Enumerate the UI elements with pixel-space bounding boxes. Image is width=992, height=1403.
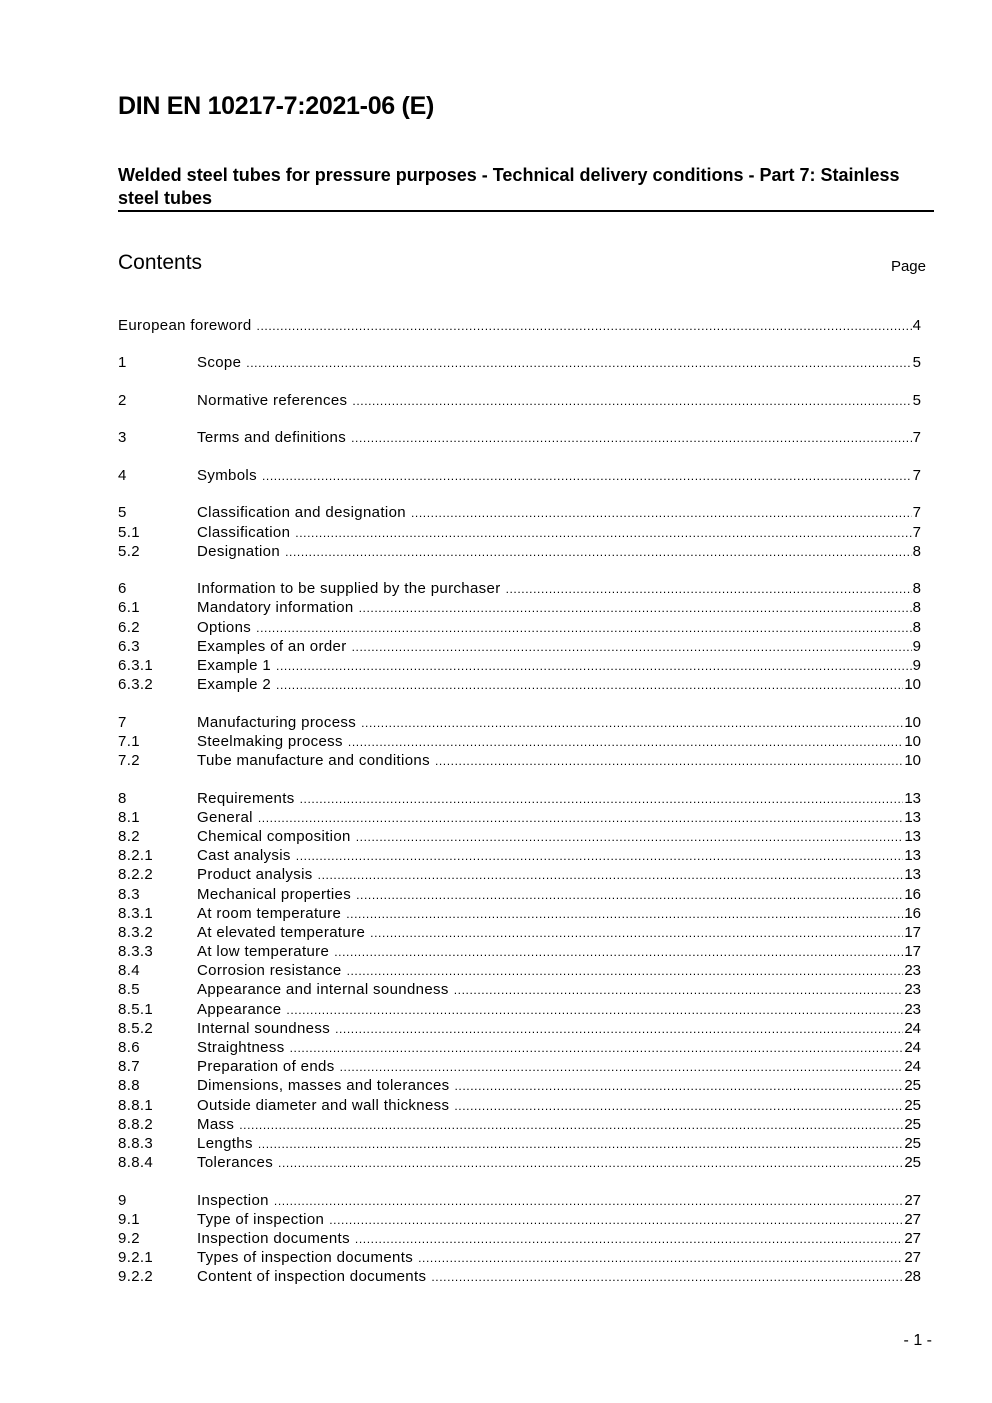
toc-dot-leader [334, 943, 903, 962]
toc-entry[interactable] [118, 732, 921, 751]
toc-entry-label: Mechanical properties [197, 885, 352, 903]
toc-entry[interactable] [118, 1019, 921, 1038]
toc-entry-number: 8.2.1 [118, 847, 154, 865]
toc-entry-label: Straightness [197, 1039, 285, 1056]
toc-entry-label: Tolerances [197, 1154, 274, 1172]
toc-entry[interactable] [118, 846, 921, 865]
toc-entry-number: 4 [118, 466, 127, 484]
toc-entry[interactable] [118, 904, 921, 923]
toc-entry[interactable] [118, 1229, 921, 1248]
page-number: - 1 - [903, 1332, 932, 1349]
toc-entry-page: 24 [904, 1019, 921, 1037]
toc-dot-leader [239, 1116, 903, 1135]
toc-entry[interactable] [118, 827, 921, 846]
toc-entry[interactable] [118, 751, 921, 770]
toc-entry-label: Example 2 [197, 676, 272, 694]
toc-entry-label: Types of inspection documents [197, 1249, 414, 1267]
toc-group [118, 713, 921, 771]
toc-group [118, 428, 921, 447]
toc-entry[interactable] [118, 923, 921, 942]
toc-group [118, 391, 921, 410]
toc-entry[interactable] [118, 523, 921, 542]
toc-entry-number: 6.3 [118, 637, 140, 655]
toc-dot-leader [359, 599, 912, 618]
toc-entry-number: 8.5 [118, 981, 140, 999]
toc-dot-leader [347, 962, 904, 981]
toc-dot-leader [257, 317, 912, 336]
toc-entry-page: 13 [904, 808, 921, 826]
toc-entry-number: 8.3.2 [118, 923, 154, 941]
toc-entry-page: 27 [904, 1191, 921, 1209]
toc-entry-page: 27 [904, 1210, 921, 1228]
toc-dot-leader [361, 714, 903, 733]
table-of-contents [118, 316, 921, 1305]
toc-entry[interactable] [118, 353, 921, 372]
toc-entry[interactable] [118, 942, 921, 961]
toc-entry-number: 5.2 [118, 542, 140, 560]
toc-entry-page: 7 [912, 466, 921, 484]
page-column-label: Page [890, 258, 926, 275]
toc-entry-page: 23 [904, 962, 921, 980]
toc-entry[interactable] [118, 885, 921, 904]
toc-entry-page: 5 [912, 354, 921, 372]
toc-entry-page: 13 [904, 789, 921, 807]
toc-entry[interactable] [118, 1057, 921, 1076]
toc-entry-page: 10 [904, 676, 921, 694]
toc-dot-leader [356, 828, 904, 847]
toc-entry[interactable] [118, 316, 921, 335]
toc-entry[interactable] [118, 808, 921, 827]
document-id: DIN EN 10217-7:2021-06 (E) [118, 92, 434, 120]
toc-dot-leader [355, 1230, 903, 1249]
toc-entry-label: Mandatory information [197, 599, 354, 617]
toc-group [118, 466, 921, 485]
toc-entry-page: 9 [912, 637, 921, 655]
toc-entry-page: 25 [904, 1096, 921, 1114]
toc-entry-label: At elevated temperature [197, 923, 366, 941]
toc-entry-page: 25 [904, 1077, 921, 1095]
toc-entry-label: Corrosion resistance [197, 962, 342, 980]
toc-entry-number: 8.3.3 [118, 943, 154, 961]
toc-entry-number: 8.3.1 [118, 904, 154, 922]
toc-entry-label: Examples of an order [197, 637, 347, 655]
toc-entry-label: Steelmaking process [197, 732, 343, 750]
toc-entry-number: 7.1 [118, 732, 140, 750]
toc-entry-page: 27 [904, 1249, 921, 1267]
toc-entry[interactable] [118, 598, 921, 617]
toc-group [118, 353, 921, 372]
toc-dot-leader [335, 1020, 903, 1039]
toc-dot-leader [435, 752, 903, 771]
toc-entry-number: 8.8.2 [118, 1115, 154, 1133]
toc-entry-label: Internal soundness [197, 1019, 331, 1037]
toc-entry-page: 5 [912, 391, 921, 409]
toc-dot-leader [455, 1077, 904, 1096]
toc-entry[interactable] [118, 675, 921, 694]
toc-entry[interactable] [118, 961, 921, 980]
toc-entry-number: 5.1 [118, 523, 140, 541]
toc-entry[interactable] [118, 1210, 921, 1229]
toc-entry-label: Requirements [197, 789, 295, 807]
toc-entry[interactable] [118, 1153, 921, 1172]
toc-entry-label: Classification and designation [197, 504, 406, 522]
toc-entry-label: Mass [197, 1115, 235, 1133]
toc-group [118, 789, 921, 1173]
toc-entry-number: 8.4 [118, 962, 140, 980]
toc-entry-page: 8 [912, 542, 921, 560]
toc-dot-leader [278, 1154, 903, 1173]
toc-entry[interactable] [118, 1000, 921, 1019]
toc-entry-number: 6 [118, 580, 127, 598]
toc-dot-leader [276, 657, 912, 676]
toc-entry-number: 8.8.1 [118, 1096, 154, 1114]
toc-entry-number: 7.2 [118, 752, 140, 770]
toc-entry-page: 10 [904, 732, 921, 750]
toc-entry-page: 7 [912, 523, 921, 541]
toc-entry-page: 24 [904, 1058, 921, 1076]
toc-entry-page: 17 [904, 923, 921, 941]
toc-entry-label: Example 1 [197, 657, 272, 675]
toc-entry-page: 17 [904, 943, 921, 961]
toc-entry-number: 8.3 [118, 885, 140, 903]
toc-entry-label: Normative references [197, 391, 348, 409]
toc-dot-leader [348, 733, 903, 752]
toc-entry-label: Classification [197, 523, 291, 541]
toc-entry-page: 27 [904, 1229, 921, 1247]
toc-dot-leader [262, 467, 912, 486]
toc-entry-number: 6.2 [118, 618, 140, 636]
toc-dot-leader [274, 1192, 903, 1211]
toc-entry-label: Lengths [197, 1134, 253, 1152]
toc-entry-page: 13 [904, 866, 921, 884]
toc-entry-label: Cast analysis [197, 847, 291, 865]
toc-entry-page: 9 [912, 657, 921, 675]
toc-dot-leader [276, 676, 903, 695]
toc-dot-leader [256, 619, 912, 638]
toc-entry-number: 9.2 [118, 1229, 140, 1247]
toc-entry-label: Product analysis [197, 866, 313, 884]
toc-dot-leader [352, 392, 911, 411]
toc-entry-number: 8.1 [118, 808, 140, 826]
toc-entry-label: Dimensions, masses and tolerances [197, 1077, 450, 1095]
toc-entry-page: 13 [904, 827, 921, 845]
toc-entry-page: 10 [904, 752, 921, 770]
toc-entry[interactable] [118, 1096, 921, 1115]
toc-entry[interactable] [118, 1076, 921, 1095]
toc-entry[interactable] [118, 1038, 921, 1057]
toc-entry-label: General [197, 808, 253, 826]
toc-group [118, 503, 921, 561]
toc-group [118, 316, 921, 335]
toc-dot-leader [506, 580, 912, 599]
toc-entry[interactable] [118, 789, 921, 808]
toc-entry-number: 9.1 [118, 1210, 140, 1228]
toc-entry-page: 7 [912, 504, 921, 522]
toc-entry-page: 8 [912, 618, 921, 636]
toc-entry[interactable] [118, 1267, 921, 1286]
toc-group [118, 1191, 921, 1287]
toc-entry-page: 8 [912, 599, 921, 617]
toc-dot-leader [418, 1249, 903, 1268]
toc-entry-number: 8.5.2 [118, 1019, 154, 1037]
toc-entry-number: 1 [118, 354, 127, 372]
toc-entry-label: Preparation of ends [197, 1058, 335, 1076]
toc-entry-page: 16 [904, 904, 921, 922]
toc-dot-leader [370, 924, 903, 943]
toc-entry-page: 28 [904, 1268, 921, 1286]
toc-dot-leader [454, 1097, 903, 1116]
toc-entry-page: 7 [912, 429, 921, 447]
toc-entry-page: 8 [912, 580, 921, 598]
toc-dot-leader [246, 354, 911, 373]
toc-entry-page: 4 [912, 317, 921, 334]
toc-entry[interactable] [118, 542, 921, 561]
toc-entry[interactable] [118, 466, 921, 485]
toc-entry[interactable] [118, 428, 921, 447]
toc-dot-leader [351, 429, 912, 448]
toc-dot-leader [258, 809, 903, 828]
toc-entry-number: 2 [118, 391, 127, 409]
toc-entry-number: 8.5.1 [118, 1000, 154, 1018]
toc-entry-label: Type of inspection [197, 1210, 325, 1228]
toc-dot-leader [340, 1058, 904, 1077]
toc-entry-number: 7 [118, 713, 127, 731]
toc-group [118, 579, 921, 694]
toc-entry-page: 24 [904, 1039, 921, 1056]
toc-entry-number: 9.2.1 [118, 1249, 154, 1267]
toc-entry-number: 8 [118, 789, 127, 807]
toc-entry[interactable] [118, 865, 921, 884]
toc-entry-number: 8.7 [118, 1058, 140, 1076]
toc-dot-leader [258, 1135, 903, 1154]
toc-entry-page: 13 [904, 847, 921, 865]
toc-entry-label: Information to be supplied by the purchaser [197, 580, 501, 598]
toc-entry-number: 6.3.1 [118, 657, 154, 675]
toc-dot-leader [286, 1001, 903, 1020]
toc-entry-number: 8.8.4 [118, 1154, 154, 1172]
toc-dot-leader [296, 847, 904, 866]
toc-entry[interactable] [118, 713, 921, 732]
toc-entry[interactable] [118, 391, 921, 410]
toc-entry-label: European foreword [118, 317, 252, 334]
toc-entry-number: 8.2 [118, 827, 140, 845]
toc-entry[interactable] [118, 1191, 921, 1210]
toc-entry-number: 9 [118, 1191, 127, 1209]
toc-entry-number: 3 [118, 429, 127, 447]
title-rule [118, 210, 934, 212]
toc-entry-number: 8.8 [118, 1077, 140, 1095]
toc-entry[interactable] [118, 1115, 921, 1134]
toc-dot-leader [454, 981, 904, 1000]
toc-entry-label: Options [197, 618, 252, 636]
toc-entry-page: 23 [904, 981, 921, 999]
toc-entry-label: At room temperature [197, 904, 342, 922]
toc-entry-label: Designation [197, 542, 281, 560]
toc-entry-page: 25 [904, 1115, 921, 1133]
toc-entry-number: 8.2.2 [118, 866, 154, 884]
toc-dot-leader [352, 638, 912, 657]
toc-entry-label: Inspection [197, 1191, 269, 1209]
toc-entry-number: 8.6 [118, 1039, 140, 1056]
toc-entry-label: Manufacturing process [197, 713, 357, 731]
toc-dot-leader [290, 1039, 904, 1058]
toc-entry-number: 5 [118, 504, 127, 522]
document-title: Welded steel tubes for pressure purposes - Technical delivery conditions - Part 7: Stainless steel tubes [118, 165, 900, 208]
toc-entry-label: Chemical composition [197, 827, 351, 845]
toc-entry-page: 10 [904, 713, 921, 731]
toc-entry-label: Symbols [197, 466, 257, 484]
toc-dot-leader [329, 1211, 903, 1230]
toc-entry[interactable] [118, 1248, 921, 1267]
toc-entry[interactable] [118, 980, 921, 999]
toc-entry-label: Tube manufacture and conditions [197, 752, 430, 770]
toc-entry-label: Outside diameter and wall thickness [197, 1096, 450, 1114]
toc-entry[interactable] [118, 637, 921, 656]
contents-heading: Contents [118, 251, 203, 274]
toc-entry[interactable] [118, 618, 921, 637]
toc-entry-label: Appearance [197, 1000, 282, 1018]
toc-entry-label: Scope [197, 354, 242, 372]
toc-entry-label: Content of inspection documents [197, 1268, 427, 1286]
toc-dot-leader [318, 866, 904, 885]
toc-dot-leader [285, 543, 912, 562]
toc-entry-number: 6.3.2 [118, 676, 154, 694]
toc-entry-label: Inspection documents [197, 1229, 350, 1247]
toc-dot-leader [300, 790, 904, 809]
toc-entry[interactable] [118, 503, 921, 522]
toc-dot-leader [356, 886, 903, 905]
toc-dot-leader [411, 504, 912, 523]
toc-entry-label: Terms and definitions [197, 429, 347, 447]
toc-entry-page: 16 [904, 885, 921, 903]
toc-entry-label: Appearance and internal soundness [197, 981, 449, 999]
toc-entry-number: 8.8.3 [118, 1134, 154, 1152]
toc-entry[interactable] [118, 656, 921, 675]
toc-entry-page: 25 [904, 1154, 921, 1172]
toc-entry-label: At low temperature [197, 943, 330, 961]
toc-entry-number: 9.2.2 [118, 1268, 154, 1286]
toc-dot-leader [431, 1268, 903, 1287]
toc-entry-page: 23 [904, 1000, 921, 1018]
toc-dot-leader [295, 524, 911, 543]
toc-entry[interactable] [118, 579, 921, 598]
toc-dot-leader [346, 905, 903, 924]
toc-entry[interactable] [118, 1134, 921, 1153]
toc-entry-page: 25 [904, 1134, 921, 1152]
toc-entry-number: 6.1 [118, 599, 140, 617]
